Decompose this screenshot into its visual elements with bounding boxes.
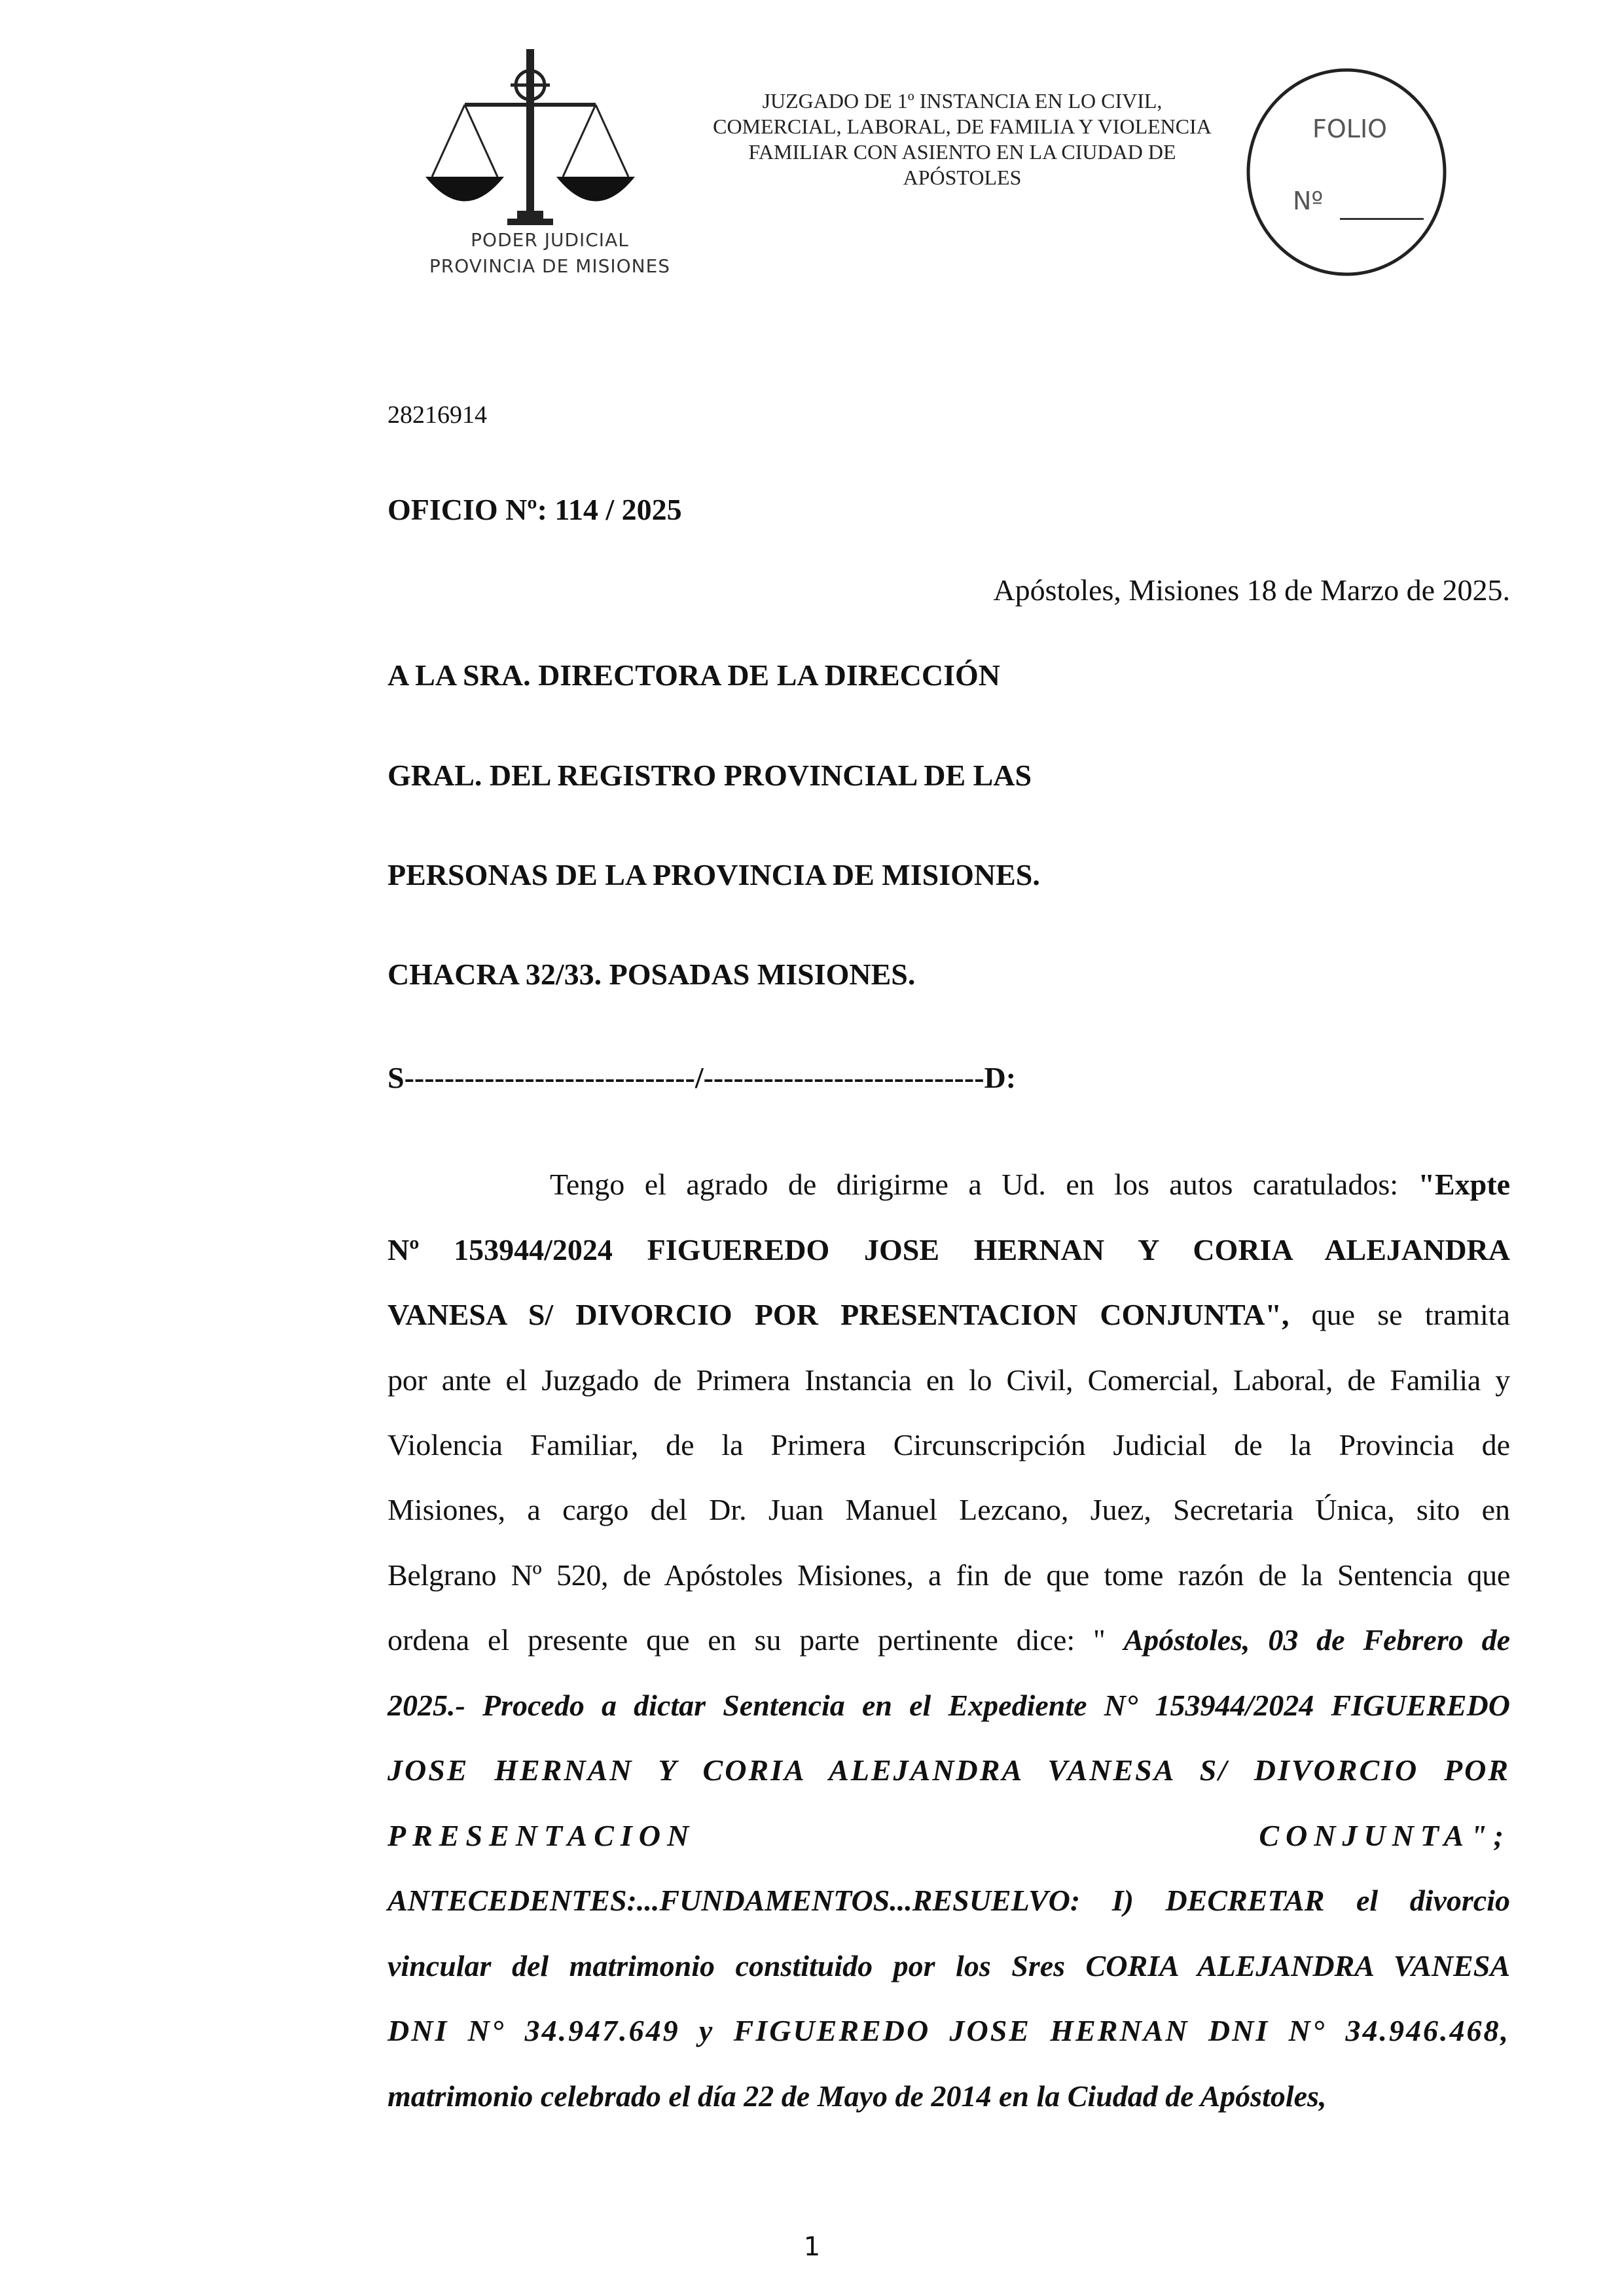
sentence-quote-line: JOSE HERNAN Y CORIA ALEJANDRA VANESA S/ DIVORCIO POR <box>388 1753 1510 1787</box>
body-line: por ante el Juzgado de Primera Instancia en lo Civil, Comercial, Laboral, de Familia y <box>388 1363 1510 1397</box>
sentence-quote-line: 2025.- Procedo a dictar Sentencia en el Expediente N° 153944/2024 FIGUEREDO <box>388 1689 1510 1722</box>
folio-number-label: Nº <box>1293 187 1324 215</box>
body-line: Misiones, a cargo del Dr. Juan Manuel Lezcano, Juez, Secretaria Única, sito en <box>388 1493 1510 1526</box>
body-bold-text: VANESA S/ DIVORCIO POR PRESENTACION CONJUNTA", <box>388 1298 1290 1331</box>
body-line: Nº 153944/2024 FIGUEREDO JOSE HERNAN Y CORIA ALEJANDRA <box>388 1233 1510 1266</box>
scales-of-justice-icon <box>419 39 681 229</box>
body-line: Violencia Familiar, de la Primera Circunscripción Judicial de la Provincia de <box>388 1428 1510 1462</box>
page-number: 1 <box>803 2232 821 2262</box>
body-text: que se tramita <box>1289 1298 1510 1331</box>
court-line: FAMILIAR CON ASIENTO EN LA CIUDAD DE <box>748 140 1176 164</box>
oficio-number: OFICIO Nº: 114 / 2025 <box>388 493 682 526</box>
court-line: APÓSTOLES <box>903 166 1022 189</box>
court-heading <box>681 88 1244 190</box>
sentence-quote-line: matrimonio celebrado el día 22 de Mayo de 2014 en la Ciudad de Apóstoles, <box>388 2079 1327 2113</box>
sentence-quote-text: CONJUNTA"; <box>1259 1819 1510 1852</box>
addressee-line: A LA SRA. DIRECTORA DE LA DIRECCIÓN <box>388 658 1000 692</box>
court-line: JUZGADO DE 1º INSTANCIA EN LO CIVIL, <box>762 89 1163 113</box>
body-line <box>550 1167 1510 1202</box>
sentence-quote-line: vincular del matrimonio constituido por los Sres CORIA ALEJANDRA VANESA <box>388 1949 1510 1982</box>
body-text: ordena el presente que en su parte pertinente dice: " <box>388 1623 1124 1657</box>
salutation: S-----------------------------/----------------------------D: <box>388 1061 1017 1094</box>
body-bold-text: "Expte <box>1418 1168 1510 1201</box>
logo-text-line2: PROVINCIA DE MISIONES <box>429 255 671 277</box>
logo-text-line1: PODER JUDICIAL <box>471 229 629 251</box>
sentence-quote-text: PRESENTACION <box>388 1819 696 1852</box>
sentence-quote-line: DNI N° 34.947.649 y FIGUEREDO JOSE HERNAN DNI N° 34.946.468, <box>388 2014 1510 2047</box>
sentence-quote-line <box>388 1818 1510 1853</box>
folio-number-blank <box>1340 218 1424 220</box>
addressee-line: GRAL. DEL REGISTRO PROVINCIAL DE LAS <box>388 759 1032 792</box>
body-text: Tengo el agrado de dirigirme a Ud. en los autos caratulados: <box>550 1168 1418 1201</box>
body-line <box>388 1297 1510 1332</box>
body-line <box>388 1623 1510 1657</box>
body-line: Belgrano Nº 520, de Apóstoles Misiones, a fin de que tome razón de la Sentencia que <box>388 1558 1510 1592</box>
addressee-line: CHACRA 32/33. POSADAS MISIONES. <box>388 958 916 991</box>
judicial-scales-logo <box>419 39 681 295</box>
document-id: 28216914 <box>388 401 487 429</box>
sentence-quote-text: Apóstoles, 03 de Febrero de <box>1123 1623 1510 1657</box>
stamp-circle-icon <box>1240 62 1456 285</box>
sentence-quote-line: ANTECEDENTES:...FUNDAMENTOS...RESUELVO: I) DECRETAR el divorcio <box>388 1884 1510 1917</box>
place-date: Apóstoles, Misiones 18 de Marzo de 2025. <box>993 573 1510 607</box>
folio-label: FOLIO <box>1312 115 1388 143</box>
court-line: COMERCIAL, LABORAL, DE FAMILIA Y VIOLENCIA <box>713 115 1212 138</box>
addressee-line: PERSONAS DE LA PROVINCIA DE MISIONES. <box>388 858 1040 891</box>
folio-stamp <box>1240 62 1456 285</box>
